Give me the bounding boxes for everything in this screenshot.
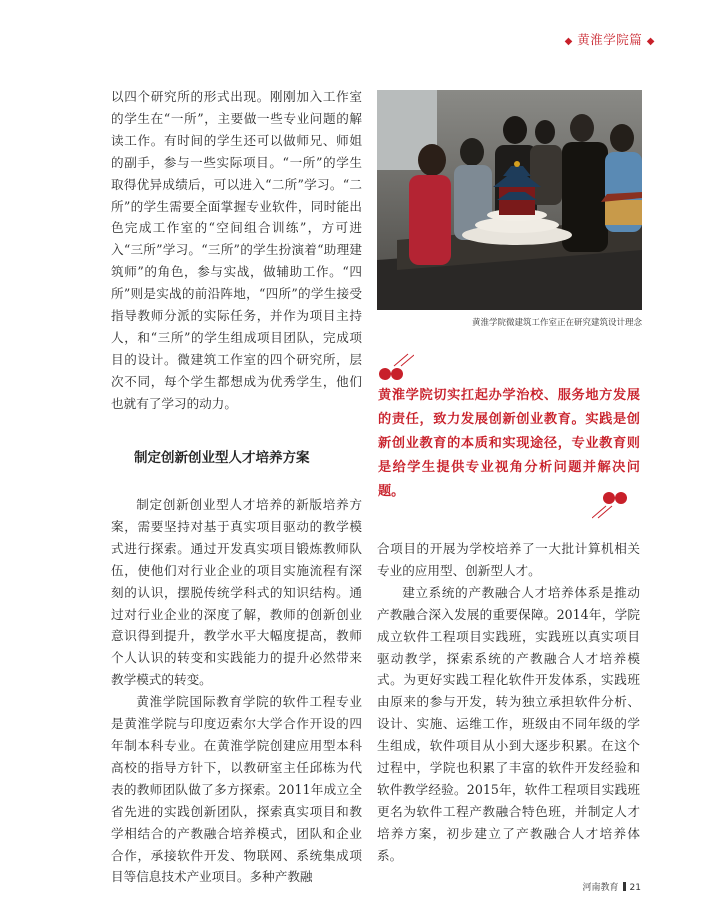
left-column-bottom [111, 494, 362, 888]
diamond-icon: ◆ [646, 36, 655, 47]
page-footer [583, 880, 641, 893]
paragraph: 黄淮学院国际教育学院的软件工程专业是黄淮学院与印度迈索尔大学合作开设的四年制本科专业。在黄淮学院创建应用型本科高校的指导方针下，以教研室主任邱栋为代表的教师团队做了多方探索。2011年成立全省先进的实践创新团队，探索真实项目和教学相结合的产教融合培养模式，团队和企业合作，承接软件开发、物联网、系统集成项目等信息技术产业项目。多种产教融 [111, 694, 362, 885]
photo-caption: 黄淮学院微建筑工作室正在研究建筑设计理念 [471, 318, 642, 328]
magazine-name: 河南教育 [582, 883, 619, 893]
open-quote-icon [378, 352, 414, 382]
left-column-top [111, 86, 362, 415]
subheading: 制定创新创业型人才培养方案 [134, 450, 310, 466]
paragraph: 以四个研究所的形式出现。刚刚加入工作室的学生在“一所”，主要做一些专业问题的解读工作。有时间的学生还可以做师兄、师姐的副手，参与一些实际项目。“一所”的学生取得优异成绩后，可以进入“二所”学习。“二所”的学生需要全面掌握专业软件，同时能出色完成工作室的“空间组合训练”，方可进入“三所”学习。“三所”的学生扮演着“助理建筑师”的角色，参与实战，做辅助工作。“四所”则是实战的前沿阵地，“四所”的学生接受指导教师分派的实际任务，并作为项目主持人，和“三所”的学生组成项目团队，完成项目的设计。微建筑工作室的四个研究所，层次不同，每个学生都想成为优秀学生，他们也就有了学习的动力。 [111, 89, 362, 411]
right-column [377, 538, 640, 867]
paragraph: 制定创新创业型人才培养的新版培养方案，需要坚持对基于真实项目驱动的教学模式进行探索。通过开发真实项目锻炼教师队伍，使他们对行业企业的项目实施流程有深刻的认识，摆脱传统学科式的知识结构。通过对行业企业的深度了解，教师的创新创业意识得到提升，教学水平大幅度提高，教师个人认识的转变和实践能力的提升必然带来教学模式的转变。 [111, 497, 362, 688]
section-header [565, 30, 655, 48]
paragraph: 合项目的开展为学校培养了一大批计算机相关专业的应用型、创新型人才。 [377, 541, 640, 578]
divider [623, 882, 626, 891]
paragraph: 建立系统的产教融合人才培养体系是推动产教融合深入发展的重要保障。2014年，学院成立软件工程项目实践班，实践班以真实项目驱动教学，探索系统的产教融合人才培养模式。为更好实践工程化软件开发体系，实践班由原来的参与开发，转为独立承担软件分析、设计、实施、运维工作，班级由不同年级的学生组成，软件项目从小到大逐步积累。在这个过程中，学院也积累了丰富的软件开发经验和软件教学经验。2015年，软件工程项目实践班更名为软件工程产教融合特色班，并制定人才培养方案，初步建立了产教融合人才培养体系。 [377, 584, 640, 863]
page-number: 21 [629, 883, 641, 893]
studio-photo [377, 90, 642, 310]
close-quote-icon [592, 490, 628, 520]
diamond-icon: ◆ [564, 36, 573, 47]
section-title: 黄淮学院篇 [577, 32, 643, 47]
pull-quote: 黄淮学院切实扛起办学治校、服务地方发展的责任，致力发展创新创业教育。实践是创新创业教育的本质和实现途径，专业教育则是给学生提供专业视角分析问题并解决问题。 [378, 388, 640, 499]
